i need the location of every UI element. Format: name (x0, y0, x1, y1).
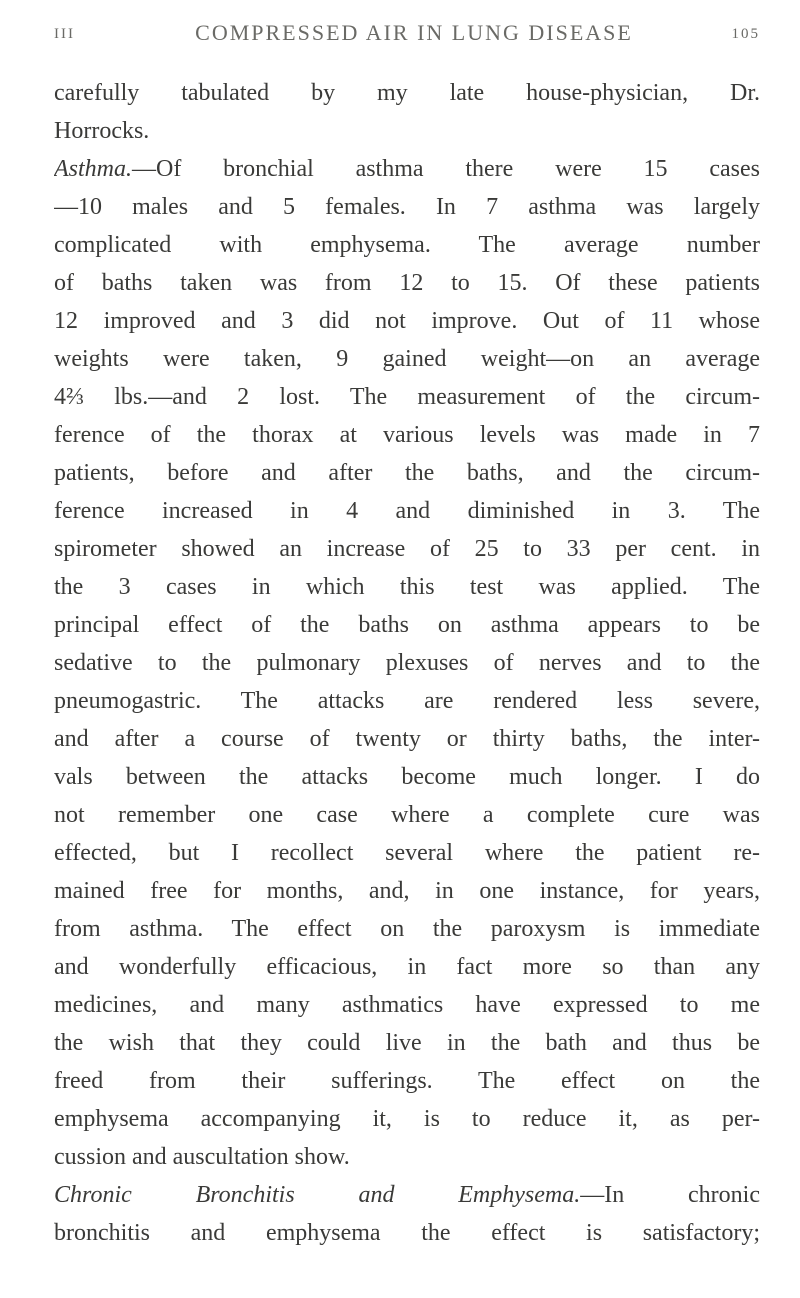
text-line: and wonderfully efficacious, in fact more so than any (54, 954, 760, 980)
text-line: —10 males and 5 females. In 7 asthma was largely (54, 194, 760, 220)
text-line: from asthma. The effect on the paroxysm is immediate (54, 916, 760, 942)
text-line: bronchitis and emphysema the effect is satisfactory; (54, 1220, 760, 1246)
text-line: and after a course of twenty or thirty baths, the inter- (54, 726, 760, 752)
section-heading-chronic-bronchitis: Chronic Bronchitis and Emphysema. (54, 1182, 581, 1208)
running-title: COMPRESSED AIR IN LUNG DISEASE (195, 20, 633, 45)
text-line: medicines, and many asthmatics have expressed to me (54, 992, 760, 1018)
body-text (54, 74, 760, 1252)
text-line: the wish that they could live in the bath and thus be (54, 1030, 760, 1056)
text-line: carefully tabulated by my late house-physician, Dr. (54, 80, 760, 106)
section-heading-line: Asthma.—Of bronchial asthma there were 15 cases (54, 156, 760, 182)
text-line: ference increased in 4 and diminished in 3. The (54, 498, 760, 524)
text-line: 12 improved and 3 did not improve. Out of 11 whose (54, 308, 760, 334)
page-number: 105 (731, 26, 760, 42)
text-line: effected, but I recollect several where the patient re- (54, 840, 760, 866)
text-line: ference of the thorax at various levels was made in 7 (54, 422, 760, 448)
text-line: freed from their sufferings. The effect on the (54, 1068, 760, 1094)
chapter-number: III (54, 26, 75, 42)
text-line: not remember one case where a complete cure was (54, 802, 760, 828)
text-line: Horrocks. (54, 118, 150, 144)
text-line: pneumogastric. The attacks are rendered less severe, (54, 688, 760, 714)
text-line: cussion and auscultation show. (54, 1144, 350, 1170)
section-heading-asthma: Asthma. (54, 156, 132, 182)
section-heading-line: Chronic Bronchitis and Emphysema.—In chronic (54, 1182, 760, 1208)
text-line: 4⅔ lbs.—and 2 lost. The measurement of the circum- (54, 384, 760, 410)
text-line: complicated with emphysema. The average number (54, 232, 760, 258)
text-line: vals between the attacks become much longer. I do (54, 764, 760, 790)
text-line: mained free for months, and, in one instance, for years, (54, 878, 760, 904)
text-line: the 3 cases in which this test was applied. The (54, 574, 760, 600)
text-line: principal effect of the baths on asthma appears to be (54, 612, 760, 638)
text-line: patients, before and after the baths, and the circum- (54, 460, 760, 486)
text-line: weights were taken, 9 gained weight—on an average (54, 346, 760, 372)
text-line: emphysema accompanying it, is to reduce it, as per- (54, 1106, 760, 1132)
text-line: of baths taken was from 12 to 15. Of these patients (54, 270, 760, 296)
page-header (54, 20, 760, 60)
text-line: sedative to the pulmonary plexuses of nerves and to the (54, 650, 760, 676)
text-line: spirometer showed an increase of 25 to 33 per cent. in (54, 536, 760, 562)
